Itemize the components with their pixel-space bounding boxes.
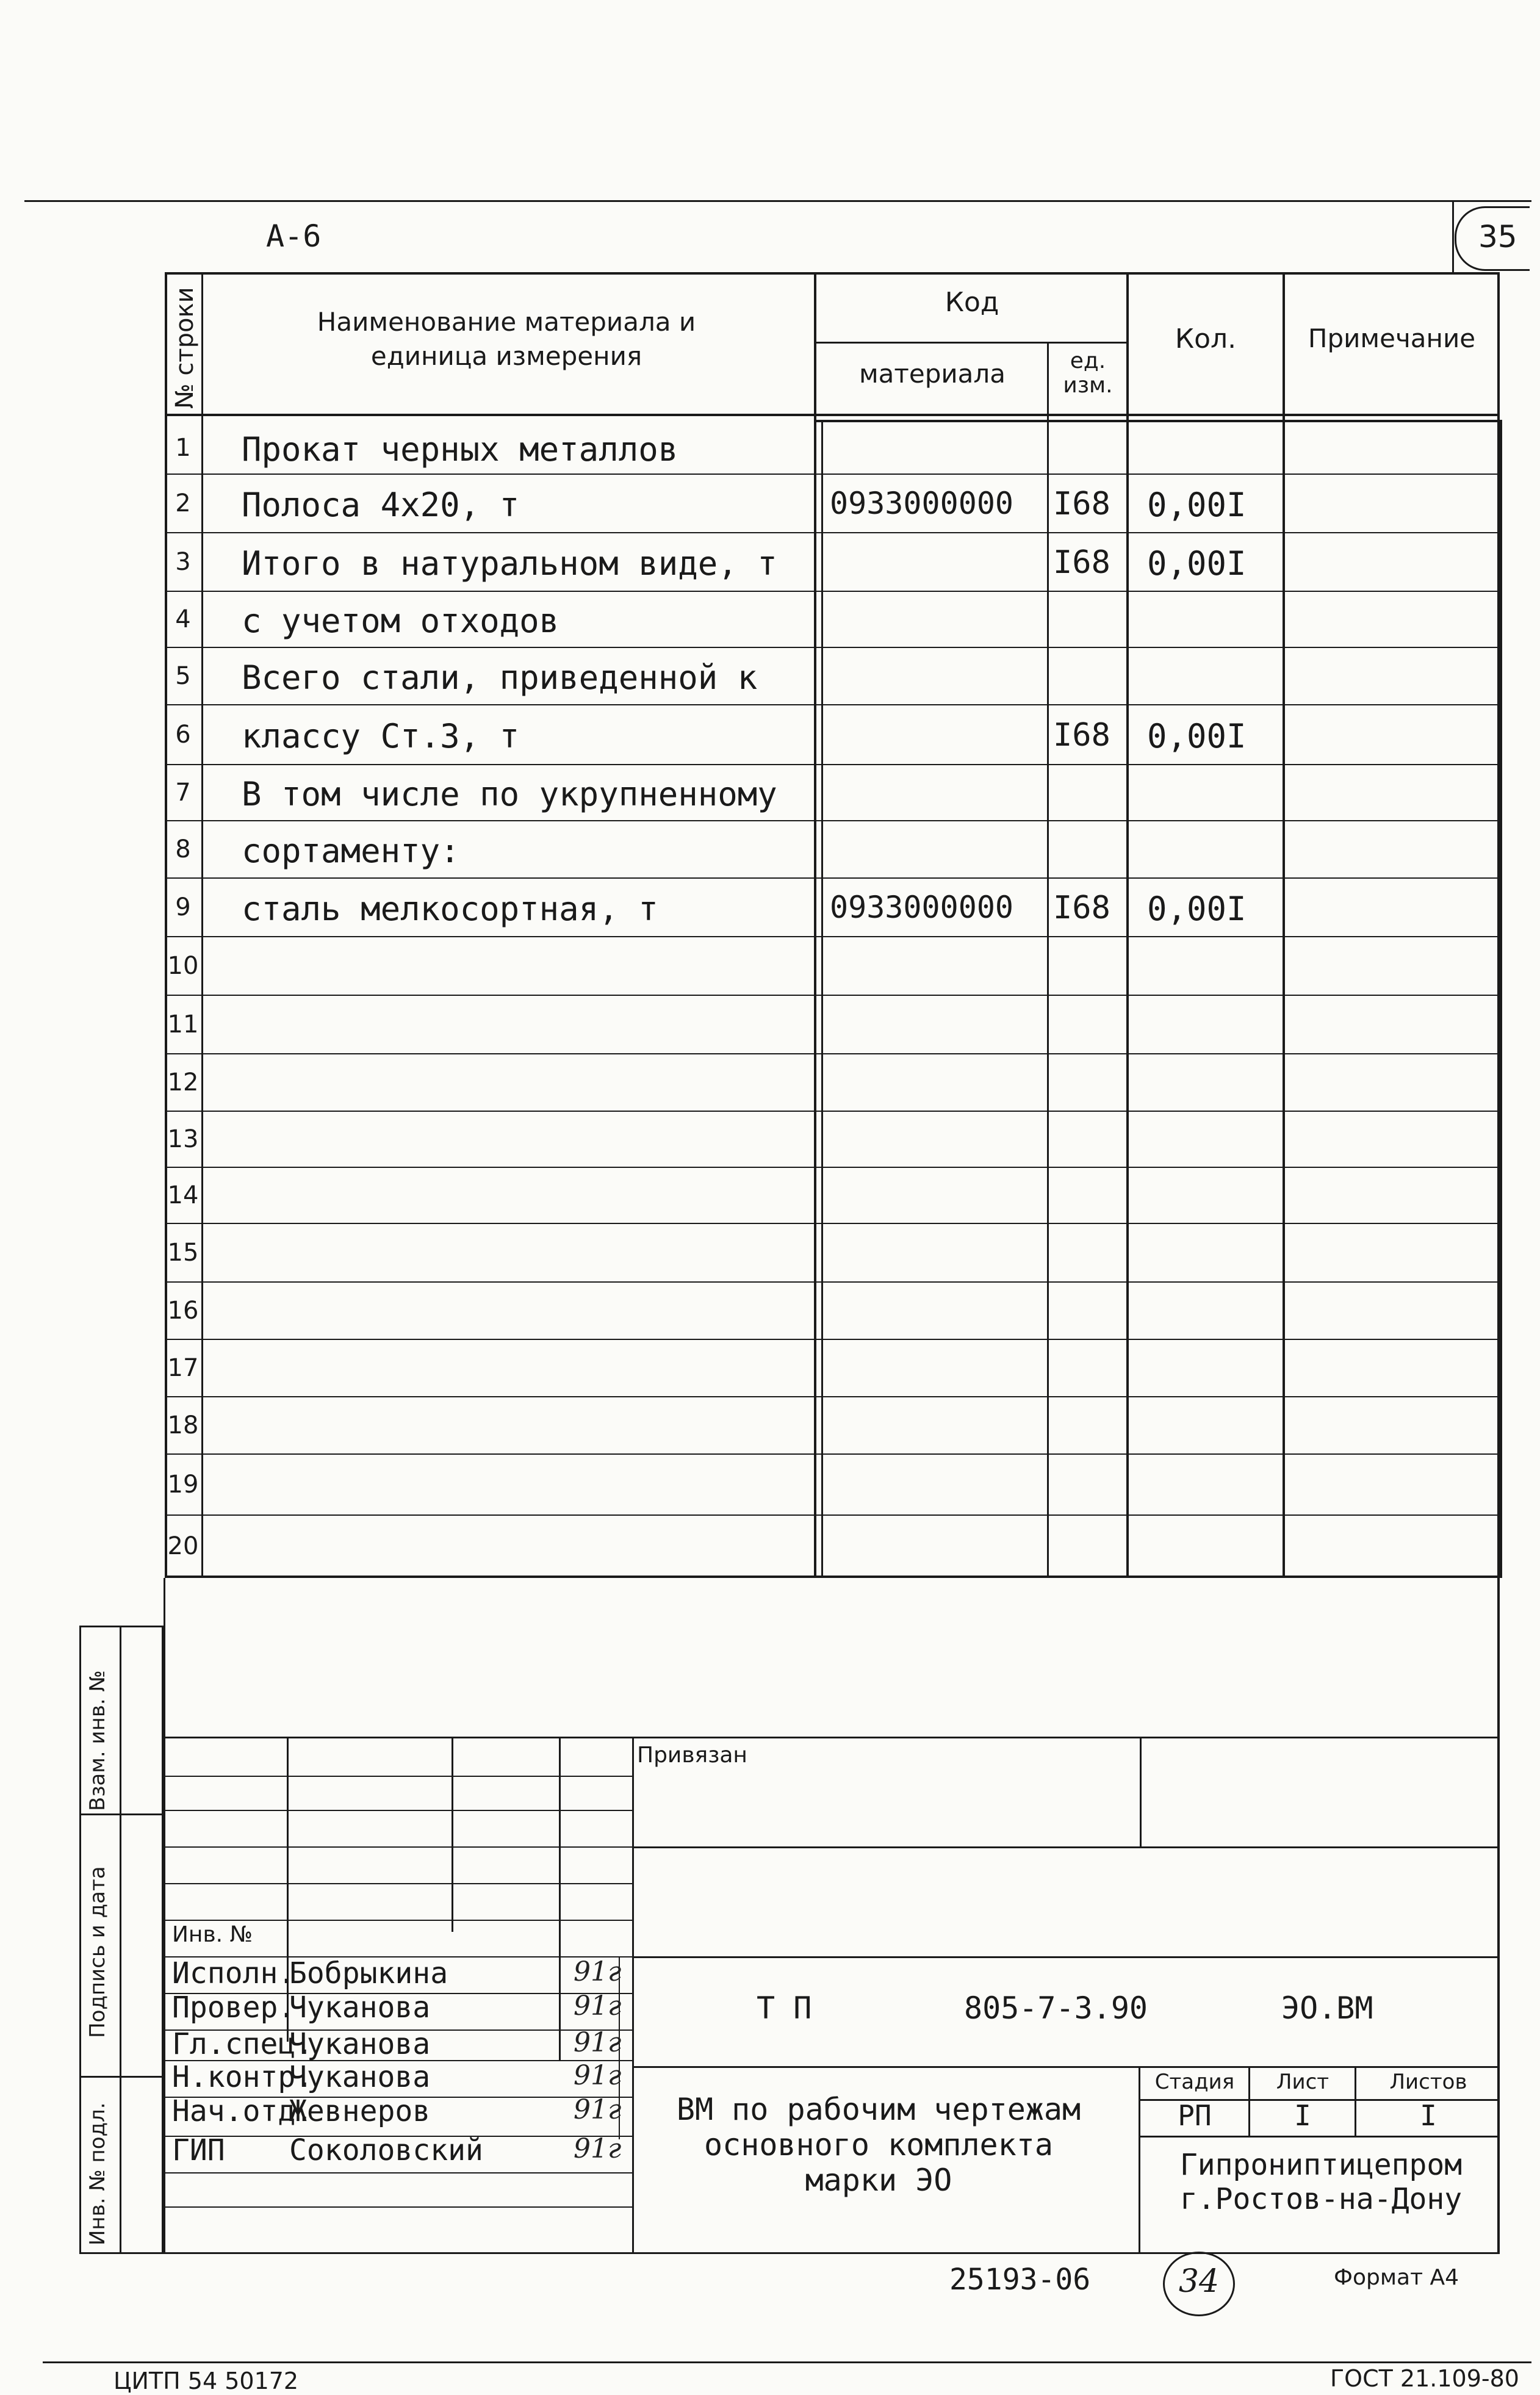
signer-role: Гл.спец. [172, 2027, 314, 2061]
row-divider [165, 877, 1500, 879]
signer-name: Жевнеров [289, 2094, 431, 2128]
row-divider [165, 1111, 1500, 1112]
signer-role: Нач.отд. [172, 2094, 314, 2128]
row-name: сортаменту: [242, 832, 460, 870]
row-number: 12 [167, 1068, 199, 1097]
archive-number: 25193-06 [949, 2263, 1091, 2297]
row-name: сталь мелкосортная, т [242, 890, 658, 928]
privyazan-divider [1140, 1737, 1142, 1846]
row-code: 0933000000 [830, 890, 1014, 925]
inv-no-label: Инв. № [172, 1922, 253, 1947]
row-name: Итого в натуральном виде, т [242, 544, 777, 583]
row-unit: I68 [1053, 717, 1110, 754]
sheet-label: Лист [1276, 2070, 1330, 2094]
doc-number: 805-7-3.90 [964, 1990, 1148, 2026]
signer-date: 91г [574, 2133, 622, 2164]
row-number: 3 [175, 548, 191, 576]
row-divider [165, 474, 1500, 475]
sig-col-4 [632, 1737, 634, 2254]
sheets-label: Листов [1389, 2070, 1467, 2094]
sheet-code: А-6 [266, 218, 322, 254]
row-divider [165, 1281, 1500, 1283]
stage-block-left [1139, 2066, 1140, 2254]
row-divider [165, 1223, 1500, 1224]
sig-row-line [164, 1920, 632, 1921]
doc-title-line-2: основного комплекта [704, 2127, 1053, 2163]
stage-col-2 [1355, 2066, 1356, 2136]
stage-value: РП [1178, 2099, 1212, 2132]
sheets-value: I [1420, 2099, 1437, 2132]
signer-name: Чуканова [289, 2027, 431, 2061]
row-divider [165, 1053, 1500, 1054]
doc-number-bottom [632, 2066, 1500, 2068]
header-name: Наименование материала и единица измерения [317, 307, 696, 371]
signer-name: Соколовский [289, 2133, 483, 2167]
signer-date: 91г [574, 1956, 622, 1987]
row-divider [165, 1453, 1500, 1455]
signer-name: Бобрыкина [289, 1956, 448, 1990]
row-divider [165, 820, 1500, 821]
col-line-name-2 [821, 420, 823, 1578]
row-name: Прокат черных металлов [242, 430, 678, 469]
signer-role: Провер. [172, 1990, 296, 2025]
signer-date: 91г [574, 2060, 622, 2091]
row-number: 19 [167, 1471, 199, 1499]
row-number: 15 [167, 1239, 199, 1267]
page-corner-number: 35 [1478, 219, 1517, 254]
row-number: 16 [167, 1297, 199, 1325]
row-number: 17 [167, 1354, 199, 1382]
row-unit: I68 [1053, 486, 1110, 522]
row-divider [165, 1167, 1500, 1168]
row-divider [165, 1339, 1500, 1340]
row-number: 8 [175, 835, 191, 863]
doc-mark: ЭО.ВМ [1281, 1990, 1373, 2026]
row-number: 7 [175, 779, 191, 807]
col-line-unit [1126, 272, 1129, 1578]
doc-number-top [632, 1956, 1500, 1958]
row-number: 4 [175, 605, 191, 633]
label-inv-podl: Инв. № подл. [85, 2102, 110, 2246]
bottom-border [43, 2361, 1531, 2363]
sig-row-line [164, 1846, 632, 1848]
signer-name: Чуканова [289, 2060, 431, 2094]
side-strip-sep-1 [79, 1813, 164, 1815]
row-divider [165, 704, 1500, 705]
sheet-value: I [1294, 2099, 1311, 2132]
row-number: 2 [175, 489, 191, 517]
header-bottom-2 [815, 420, 1500, 422]
row-number: 9 [175, 893, 191, 921]
row-number: 13 [167, 1125, 199, 1153]
side-strip-divider [120, 1626, 121, 2254]
row-name: классу Ст.3, т [242, 717, 520, 755]
top-border [24, 200, 1531, 202]
doc-prefix: Т П [757, 1990, 812, 2026]
header-bottom [165, 414, 1500, 416]
row-divider [165, 1514, 1500, 1516]
row-unit: I68 [1053, 890, 1110, 926]
sig-row-line [164, 1883, 632, 1884]
col-line-num [201, 272, 203, 1578]
signer-role: Исполн. [172, 1956, 296, 1990]
row-divider [165, 995, 1500, 996]
citp-code: ЦИТП 54 50172 [113, 2368, 299, 2394]
page-number: 34 [1178, 2263, 1220, 2300]
signer-date: 91г [574, 1990, 622, 2022]
row-number: 11 [167, 1010, 199, 1039]
sig-row-line [164, 2172, 632, 2174]
row-unit: I68 [1053, 544, 1110, 581]
row-divider [165, 532, 1500, 533]
row-name: Полоса 4х20, т [242, 486, 520, 524]
row-name: Всего стали, приведенной к [242, 658, 758, 697]
row-divider [165, 764, 1500, 765]
row-divider [165, 936, 1500, 937]
format-label: Формат А4 [1334, 2265, 1459, 2290]
code-subheader-line [815, 342, 1126, 344]
gost-code: ГОСТ 21.109-80 [1330, 2365, 1519, 2392]
label-podpis-data: Подпись и дата [85, 1866, 110, 2038]
sig-col-2 [452, 1737, 453, 1932]
header-note: Примечание [1308, 323, 1476, 353]
org-line-2: г.Ростов-на-Дону [1179, 2182, 1463, 2216]
header-code-unit: ед. изм. [1063, 348, 1113, 398]
sig-row-line [164, 1776, 632, 1777]
sig-col-3 [559, 1737, 561, 2060]
doc-title [647, 2092, 1110, 2198]
col-line-right-bold [1499, 420, 1502, 1578]
row-number: 18 [167, 1411, 199, 1439]
row-divider [165, 647, 1500, 648]
row-code: 0933000000 [830, 486, 1014, 521]
row-number: 5 [175, 662, 191, 690]
row-number: 20 [167, 1532, 199, 1560]
row-qty: 0,00I [1147, 890, 1247, 928]
stage-value-line [1139, 2136, 1500, 2137]
col-line-code [1047, 342, 1049, 1578]
row-qty: 0,00I [1147, 717, 1247, 755]
page-number-circle [1163, 2252, 1235, 2316]
signer-date: 91г [574, 2094, 622, 2125]
header-code: Код [945, 287, 999, 318]
col-line-qty [1283, 272, 1285, 1578]
signer-name: Чуканова [289, 1990, 431, 2025]
row-qty: 0,00I [1147, 486, 1247, 524]
row-divider [165, 1396, 1500, 1397]
label-vzam-inv: Взам. инв. № [85, 1670, 110, 1811]
doc-title-line-3: марки ЭО [805, 2163, 952, 2198]
doc-title-line-1: ВМ по рабочим чертежам [676, 2092, 1081, 2127]
side-strip-sep-2 [79, 2076, 164, 2078]
row-number: 10 [167, 952, 199, 980]
signer-date: 91г [574, 2027, 622, 2058]
sig-row-line [164, 2206, 632, 2208]
row-name: В том числе по укрупненному [242, 775, 777, 813]
org-line-1: Гипрониптицепром [1179, 2148, 1463, 2182]
stage-label: Стадия [1154, 2070, 1235, 2094]
header-qty: Кол. [1175, 323, 1237, 355]
header-num: № строки [171, 287, 199, 409]
row-number: 14 [167, 1181, 199, 1209]
org-name [1147, 2148, 1495, 2216]
stage-col-1 [1248, 2066, 1250, 2136]
row-divider [165, 591, 1500, 592]
row-name: с учетом отходов [242, 602, 560, 640]
row-qty: 0,00I [1147, 544, 1247, 583]
col-line-name [814, 272, 816, 1578]
corner-divider [1452, 200, 1454, 272]
signer-role: Н.контр. [172, 2060, 314, 2094]
page-corner [1455, 206, 1530, 271]
privyazan-label: Привязан [637, 1743, 747, 1768]
title-top-line [164, 1737, 1500, 1738]
row-number: 6 [175, 721, 191, 749]
signer-role: ГИП [172, 2133, 225, 2167]
sig-row-line [164, 1810, 632, 1811]
row-number: 1 [175, 434, 191, 462]
privyazan-bottom [632, 1846, 1500, 1848]
header-code-material: материала [858, 359, 1006, 389]
